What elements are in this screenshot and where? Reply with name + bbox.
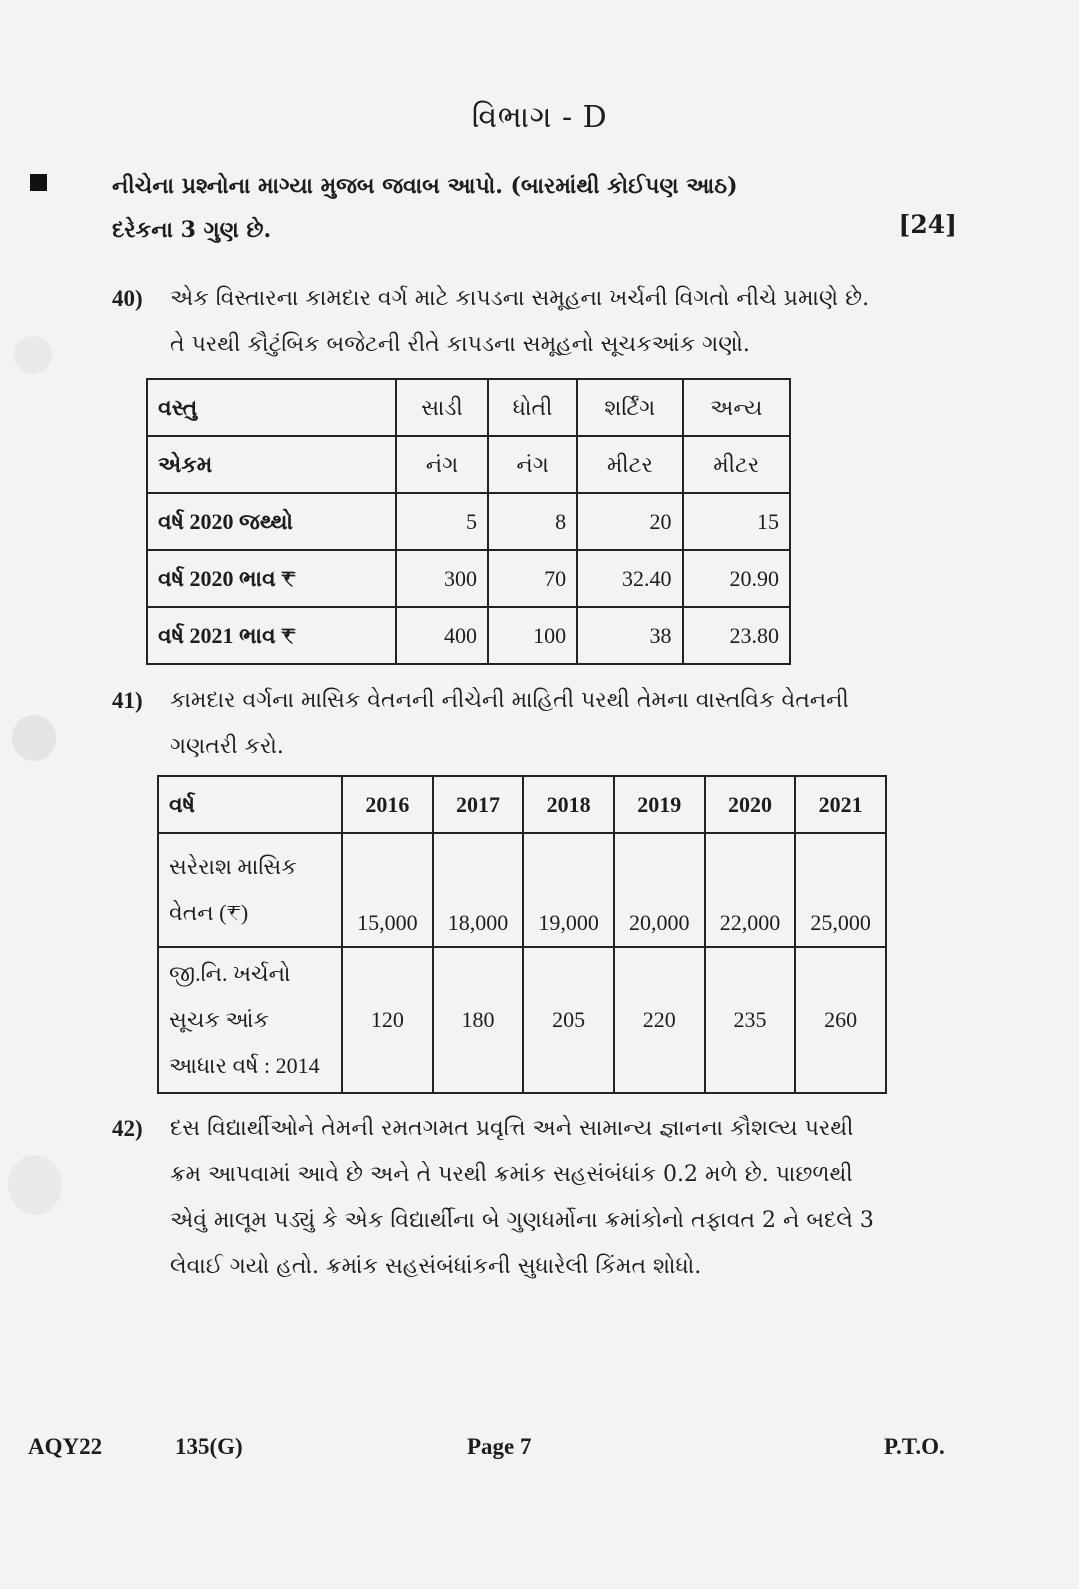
table-row [147, 493, 790, 550]
table-cell: સાડી [396, 379, 488, 436]
table-cell: 20,000 [614, 833, 705, 947]
question-number: 42) [112, 1116, 143, 1141]
table-cell [158, 833, 342, 947]
row-label-line: આધાર વર્ષ : 2014 [169, 1053, 320, 1078]
table-cell: 2020 [705, 776, 796, 833]
table-cell: 2017 [433, 776, 524, 833]
paper-mark [14, 336, 52, 374]
table-cell: 2019 [614, 776, 705, 833]
paper-code: AQY22 [28, 1434, 103, 1459]
paper-mark [12, 715, 56, 761]
paper-mark [8, 1155, 62, 1215]
instructions [112, 164, 872, 252]
real-wage-table [157, 775, 887, 1094]
table-cell: વસ્તુ [147, 379, 396, 436]
table-cell: 70 [488, 550, 577, 607]
table-cell: 15 [683, 493, 791, 550]
table-cell: 25,000 [795, 833, 886, 947]
question-number: 41) [112, 688, 143, 713]
question-42 [112, 1106, 892, 1290]
table-cell: 32.40 [577, 550, 682, 607]
table-cell: વર્ષ 2021 ભાવ ₹ [147, 607, 396, 664]
question-text: દસ વિદ્યાર્થીઓને તેમની રમતગમત પ્રવૃત્તિ અને સામાન્ય જ્ઞાનના કૌશલ્ય પરથી ક્રમ આપવામાં આવે છે અને તે પરથી ક્રમાંક સહસંબંધાંક 0.2 મળે છે. પાછળથી એવું માલૂમ પડ્યું કે એક વિદ્યાર્થીના બે ગુણધર્મોના ક્રમાંકોનો તફાવત 2 ને બદલે 3 લેવાઈ ગયો હતો. ક્રમાંક સહસંબંધાંકની સુધારેલી કિંમત શોધો. [170, 1116, 874, 1279]
table-row [147, 436, 790, 493]
table-cell: મીટર [683, 436, 791, 493]
table-row [147, 379, 790, 436]
please-turn-over: P.T.O. [884, 1434, 945, 1459]
table-cell: 120 [342, 947, 433, 1093]
question-text: કામદાર વર્ગના માસિક વેતનની નીચેની માહિતી પરથી તેમના વાસ્તવિક વેતનની ગણતરી કરો. [170, 688, 849, 759]
table-cell: વર્ષ [158, 776, 342, 833]
table-cell: 38 [577, 607, 682, 664]
table-row [147, 607, 790, 664]
table-cell: 5 [396, 493, 488, 550]
table-cell: વર્ષ 2020 ભાવ ₹ [147, 550, 396, 607]
table-cell: 400 [396, 607, 488, 664]
table-cell: અન્ય [683, 379, 791, 436]
subject-code: 135(G) [175, 1434, 243, 1459]
table-cell: 300 [396, 550, 488, 607]
row-label-line: સૂચક આંક [169, 1007, 269, 1032]
table-cell: 2021 [795, 776, 886, 833]
table-row [158, 776, 886, 833]
table-cell: 2018 [523, 776, 614, 833]
table-cell: એકમ [147, 436, 396, 493]
table-cell: 260 [795, 947, 886, 1093]
page-number: Page 7 [467, 1434, 532, 1459]
table-cell: 100 [488, 607, 577, 664]
row-label-line: સરેરાશ માસિક [169, 854, 297, 879]
total-marks: [24] [898, 210, 957, 239]
question-40 [112, 276, 892, 368]
table-cell: 20.90 [683, 550, 791, 607]
section-title: વિભાગ - D [471, 100, 608, 135]
row-label-line: જી.નિ. ખર્ચનો [169, 961, 291, 986]
table-cell: મીટર [577, 436, 682, 493]
question-41 [112, 678, 892, 770]
table-cell: 235 [705, 947, 796, 1093]
table-cell: 19,000 [523, 833, 614, 947]
question-number: 40) [112, 286, 143, 311]
table-cell: 180 [433, 947, 524, 1093]
instruction-line-2: દરેકના 3 ગુણ છે. [112, 217, 272, 243]
table-row [147, 550, 790, 607]
question-text: એક વિસ્તારના કામદાર વર્ગ માટે કાપડના સમૂહના ખર્ચની વિગતો નીચે પ્રમાણે છે. તે પરથી કૌટુંબિક બજેટની રીતે કાપડના સમૂહનો સૂચકઆંક ગણો. [170, 286, 870, 357]
table-cell: 8 [488, 493, 577, 550]
table-cell: 220 [614, 947, 705, 1093]
cloth-group-table [146, 378, 791, 665]
instruction-line-1: નીચેના પ્રશ્નોના માગ્યા મુજબ જવાબ આપો. (બારમાંથી કોઈપણ આઠ) [112, 173, 738, 199]
table-cell: વર્ષ 2020 જથ્થો [147, 493, 396, 550]
table-cell: 23.80 [683, 607, 791, 664]
table-cell: ધોતી [488, 379, 577, 436]
table-cell [158, 947, 342, 1093]
table-cell: શર્ટિંગ [577, 379, 682, 436]
table-cell: નંગ [488, 436, 577, 493]
table-cell: 18,000 [433, 833, 524, 947]
bullet-square-icon [30, 174, 47, 191]
table-cell: 205 [523, 947, 614, 1093]
table-row [158, 947, 886, 1093]
table-cell: 20 [577, 493, 682, 550]
table-cell: 22,000 [705, 833, 796, 947]
table-cell: નંગ [396, 436, 488, 493]
table-row [158, 833, 886, 947]
table-cell: 15,000 [342, 833, 433, 947]
table-cell: 2016 [342, 776, 433, 833]
row-label-line: વેતન (₹) [169, 900, 249, 925]
